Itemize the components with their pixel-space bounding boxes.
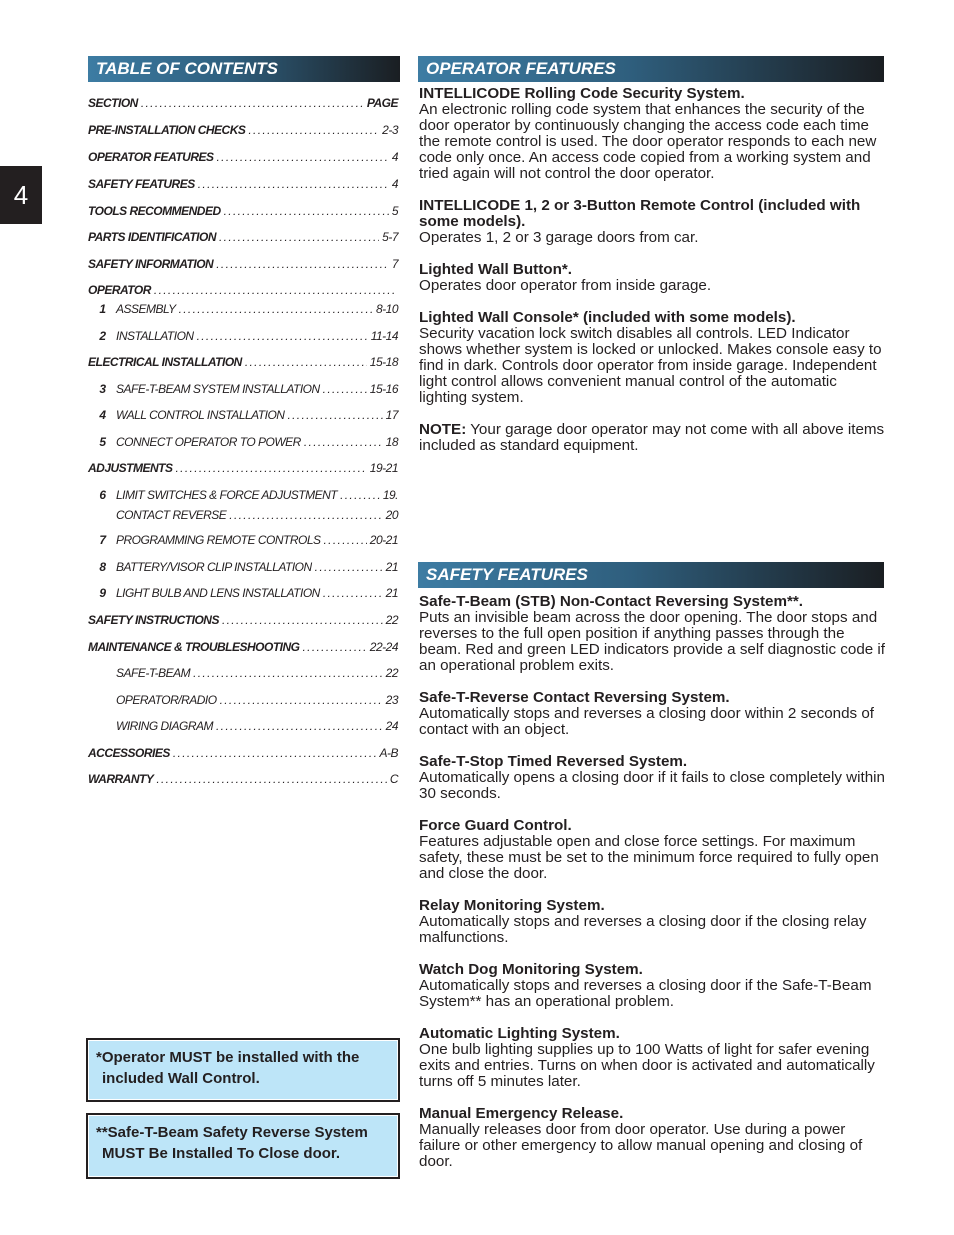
toc-leader-dots xyxy=(216,719,383,731)
toc-row xyxy=(88,533,398,547)
toc-leader-dots xyxy=(197,329,368,341)
feature-description: One bulb lighting supplies up to 100 Watts of light for safer evening exits and entries. Turns on when door is activated and automatically turns off 5 minutes later. xyxy=(419,1041,875,1090)
toc-row xyxy=(88,204,398,218)
feature-description: Automatically stops and reverses a closing door within 2 seconds of contact with an object. xyxy=(419,705,875,738)
toc-label: ELECTRICAL INSTALLATION xyxy=(88,355,242,369)
feature-item xyxy=(419,1106,889,1170)
toc-page: 7 xyxy=(391,257,398,271)
wall-control-notice xyxy=(86,1038,400,1102)
toc-row xyxy=(88,613,398,627)
toc-label: WALL CONTROL INSTALLATION xyxy=(116,408,285,422)
toc-page: 19-21 xyxy=(369,461,398,475)
feature-description: Operates door operator from inside garage. xyxy=(419,277,712,294)
feature-description: Security vacation lock switch disables all controls. LED Indicator shows whether system is locked or unlocked. Makes console easy to find in dark. Controls door operator from inside garage. Independent light control allows convenient manual control of the automatic lighting system. xyxy=(419,325,882,406)
toc-heading: TABLE OF CONTENTS xyxy=(88,56,400,82)
feature-title: INTELLICODE 1, 2 or 3-Button Remote Control (included with some models). xyxy=(419,197,861,230)
toc-step-number: 6 xyxy=(99,488,106,502)
toc-row xyxy=(88,772,398,786)
notice-line: **Safe-T-Beam Safety Reverse System xyxy=(96,1124,368,1141)
toc-row xyxy=(88,746,398,760)
toc-step-number: 4 xyxy=(99,408,106,422)
feature-item xyxy=(419,898,889,946)
toc-leader-dots xyxy=(229,508,382,520)
toc-page: 4 xyxy=(391,177,398,191)
feature-item xyxy=(419,962,889,1010)
toc-leader-dots xyxy=(217,150,389,162)
toc-leader-dots xyxy=(179,302,373,314)
toc-leader-dots xyxy=(224,204,389,216)
toc-step-number: 7 xyxy=(99,533,106,547)
toc-step-number: 9 xyxy=(99,586,106,600)
operator-features-list xyxy=(419,86,889,470)
feature-title: Relay Monitoring System. xyxy=(419,897,605,914)
feature-item xyxy=(419,262,889,294)
toc-label: OPERATOR FEATURES xyxy=(88,150,214,164)
feature-description: Automatically opens a closing door if it fails to close completely within 30 seconds. xyxy=(419,769,885,802)
toc-row xyxy=(88,640,398,654)
toc-leader-dots xyxy=(303,640,367,652)
toc-page: 19. xyxy=(382,488,398,502)
toc-row xyxy=(88,382,398,396)
toc-label: PROGRAMMING REMOTE CONTROLS xyxy=(116,533,321,547)
operator-features-heading: OPERATOR FEATURES xyxy=(418,56,884,82)
toc-row xyxy=(88,230,398,244)
toc-page: 21 xyxy=(385,560,398,574)
toc-page: 22 xyxy=(385,666,398,680)
toc-row xyxy=(88,96,398,110)
toc-label: OPERATOR/RADIO xyxy=(116,693,217,707)
toc-leader-dots xyxy=(173,746,377,758)
page-number-tab: 4 xyxy=(0,166,42,224)
toc-label: ADJUSTMENTS xyxy=(88,461,173,475)
toc-step-number: 8 xyxy=(99,560,106,574)
toc-label: SAFETY FEATURES xyxy=(88,177,195,191)
feature-description: Automatically stops and reverses a closing door if the closing relay malfunctions. xyxy=(419,913,867,946)
toc-page: 11-14 xyxy=(370,329,398,343)
toc-label: CONTACT REVERSE xyxy=(116,508,227,522)
toc-leader-dots xyxy=(219,230,379,242)
feature-title: Watch Dog Monitoring System. xyxy=(419,961,643,978)
feature-title: Safe-T-Stop Timed Reversed System. xyxy=(419,753,688,770)
toc-label: SAFETY INFORMATION xyxy=(88,257,214,271)
toc-label: SAFE-T-BEAM xyxy=(116,666,191,680)
safety-features-heading: SAFETY FEATURES xyxy=(418,562,884,588)
note-label: NOTE: xyxy=(419,421,467,438)
toc-row xyxy=(88,257,398,271)
toc-page: 5 xyxy=(391,204,398,218)
toc-step-number: 1 xyxy=(99,302,106,316)
toc-page: C xyxy=(389,772,398,786)
toc-page: 17 xyxy=(385,408,398,422)
toc-page: 20-21 xyxy=(369,533,398,547)
toc-leader-dots xyxy=(193,666,383,678)
feature-item xyxy=(419,754,889,802)
toc-label: MAINTENANCE & TROUBLESHOOTING xyxy=(88,640,300,654)
toc-page: 21 xyxy=(385,586,398,600)
notice-line: MUST Be Installed To Close door. xyxy=(102,1145,341,1162)
feature-item xyxy=(419,86,889,182)
toc-row xyxy=(88,508,398,522)
toc-page: 8-10 xyxy=(375,302,398,316)
feature-title: Lighted Wall Console* (included with some models). xyxy=(419,309,796,326)
toc-page: 15-16 xyxy=(369,382,398,396)
toc-leader-dots xyxy=(315,560,383,572)
feature-description: An electronic rolling code system that enhances the security of the door operator by continuously changing the access code each time the remote control is used. The door operator responds to each new code only once. An access code copied from a working system and tried again will not control the door operator. xyxy=(419,101,877,182)
feature-description: Puts an invisible beam across the door opening. The door stops and reverses to the full open position if anything passes through the beam. Red and green LED indicators provide a self diagnostic code if an operational problem exits. xyxy=(419,609,886,674)
toc-row xyxy=(88,693,398,707)
feature-item xyxy=(419,818,889,882)
feature-description: Manually releases door from door operator. Use during a power failure or other emergency to allow manual opening and closing of door. xyxy=(419,1121,863,1170)
toc-row xyxy=(88,123,398,137)
feature-title: Safe-T-Beam (STB) Non-Contact Reversing System**. xyxy=(419,593,803,610)
toc-leader-dots xyxy=(304,435,383,447)
toc-step-number: 5 xyxy=(99,435,106,449)
toc-row xyxy=(88,560,398,574)
toc-label: LIMIT SWITCHES & FORCE ADJUSTMENT xyxy=(116,488,338,502)
operator-note xyxy=(419,422,889,454)
feature-title: Manual Emergency Release. xyxy=(419,1105,624,1122)
toc-label: LIGHT BULB AND LENS INSTALLATION xyxy=(116,586,320,600)
toc-leader-dots xyxy=(176,461,367,473)
feature-title: Force Guard Control. xyxy=(419,817,572,834)
toc-row xyxy=(88,283,398,297)
toc-page: PAGE xyxy=(366,96,398,110)
feature-description: Features adjustable open and close force settings. For maximum safety, these must be set to the minimum force required to fully open and close the door. xyxy=(419,833,879,882)
feature-item xyxy=(419,1026,889,1090)
feature-title: Safe-T-Reverse Contact Reversing System. xyxy=(419,689,730,706)
toc-page: 2-3 xyxy=(382,123,398,137)
feature-item xyxy=(419,310,889,406)
toc-page: 5-7 xyxy=(382,230,398,244)
toc-row xyxy=(88,355,398,369)
toc-row xyxy=(88,408,398,422)
toc-label: WIRING DIAGRAM xyxy=(116,719,213,733)
toc-label: WARRANTY xyxy=(88,772,154,786)
toc-row xyxy=(88,461,398,475)
notice-line: *Operator MUST be installed with the xyxy=(96,1049,360,1066)
toc-label: ACCESSORIES xyxy=(88,746,170,760)
toc-leader-dots xyxy=(154,283,395,295)
toc-row xyxy=(88,329,398,343)
toc-label: PARTS IDENTIFICATION xyxy=(88,230,216,244)
note-text: Your garage door operator may not come with all above items included as standard equipment. xyxy=(419,421,885,454)
toc-leader-dots xyxy=(222,613,383,625)
safe-t-beam-notice xyxy=(86,1113,400,1179)
toc-leader-dots xyxy=(323,382,367,394)
toc-row xyxy=(88,719,398,733)
feature-title: Lighted Wall Button*. xyxy=(419,261,572,278)
toc-label: SAFETY INSTRUCTIONS xyxy=(88,613,219,627)
toc-leader-dots xyxy=(156,772,387,784)
toc-page: 15-18 xyxy=(369,355,398,369)
toc-leader-dots xyxy=(248,123,379,135)
toc-step-number: 2 xyxy=(99,329,106,343)
feature-description: Automatically stops and reverses a closing door if the Safe-T-Beam System** has an operational problem. xyxy=(419,977,872,1010)
toc-label: INSTALLATION xyxy=(116,329,194,343)
toc-page: 22 xyxy=(385,613,398,627)
toc-page: 23 xyxy=(385,693,398,707)
toc-leader-dots xyxy=(198,177,389,189)
toc-leader-dots xyxy=(220,693,383,705)
toc-leader-dots xyxy=(323,586,383,598)
toc-label: SECTION xyxy=(88,96,138,110)
toc-page: 20 xyxy=(385,508,398,522)
toc-page: A-B xyxy=(379,746,398,760)
toc-row xyxy=(88,150,398,164)
toc-leader-dots xyxy=(216,257,389,269)
toc-label: PRE-INSTALLATION CHECKS xyxy=(88,123,246,137)
toc-row xyxy=(88,666,398,680)
toc-label: OPERATOR xyxy=(88,283,151,297)
toc-leader-dots xyxy=(324,533,367,545)
toc-row xyxy=(88,302,398,316)
toc-row xyxy=(88,488,398,502)
feature-item xyxy=(419,594,889,674)
notice-line: included Wall Control. xyxy=(102,1070,260,1087)
toc-leader-dots xyxy=(340,488,380,500)
toc-label: TOOLS RECOMMENDED xyxy=(88,204,221,218)
feature-title: INTELLICODE Rolling Code Security System. xyxy=(419,85,745,102)
toc-leader-dots xyxy=(245,355,367,367)
toc-step-number: 3 xyxy=(99,382,106,396)
feature-item xyxy=(419,198,889,246)
toc-leader-dots xyxy=(287,408,382,420)
toc-row xyxy=(88,435,398,449)
feature-item xyxy=(419,690,889,738)
toc-label: CONNECT OPERATOR TO POWER xyxy=(116,435,301,449)
feature-description: Operates 1, 2 or 3 garage doors from car. xyxy=(419,229,699,246)
toc-leader-dots xyxy=(141,96,364,108)
toc-page: 22-24 xyxy=(369,640,398,654)
toc-row xyxy=(88,586,398,600)
feature-title: Automatic Lighting System. xyxy=(419,1025,620,1042)
safety-features-list xyxy=(419,594,889,1186)
toc-label: ASSEMBLY xyxy=(116,302,176,316)
toc-page: 24 xyxy=(385,719,398,733)
toc-page: 4 xyxy=(391,150,398,164)
toc-row xyxy=(88,177,398,191)
toc-label: BATTERY/VISOR CLIP INSTALLATION xyxy=(116,560,312,574)
toc-page: 18 xyxy=(385,435,398,449)
toc-label: SAFE-T-BEAM SYSTEM INSTALLATION xyxy=(116,382,320,396)
